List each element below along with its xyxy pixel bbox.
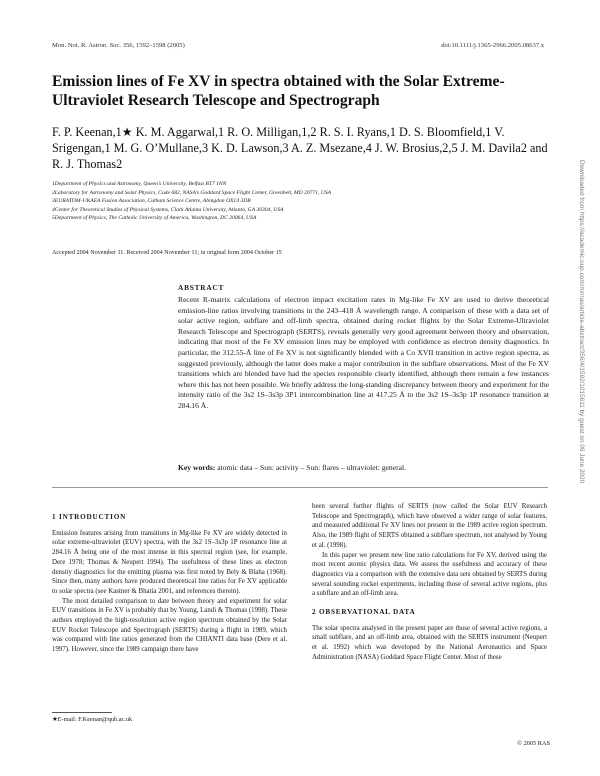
paper-title: Emission lines of Fe XV in spectra obtained with the Solar Extreme-Ultraviolet Research Telescope and Spectrograph bbox=[52, 73, 505, 109]
affiliation-4: 4Center for Theoretical Studies of Physical Systems, Clark Atlanta University, Atlanta, GA 30304, USA bbox=[52, 206, 284, 213]
intro-paragraph-4: In this paper we present new line ratio calculations for Fe XV, derived using the most recent atomic physics data. We assess the usefulness and accuracy of these diagnostics via a comparison with the extensive data sets obtained by SERTS during several sounding rocket experiments, including those of several active regions, plus a subflare and an off-limb area. bbox=[312, 551, 547, 598]
observational-paragraph-1: The solar spectra analysed in the present paper are those of several active regions, a small subflare, and an off-limb area, obtained with the SERTS instrument (Neupert et al. 1992) which was developed by the National Aeronautics and Space Administration (NASA) Goddard Space Flight Center. Most of these bbox=[312, 624, 547, 661]
abstract-body: Recent R-matrix calculations of electron impact excitation rates in Mg-like Fe XV are used to derive theoretical emission-line ratios involving transitions in the 243–418 Å wavelength range. A comparison of these with a data set of solar active region, subflare and off-limb spectra, obtained during rocket flights by the Solar Extreme-Ultraviolet Research Telescope and Spectrograph (SERTS), reveals generally very good agreement between theory and observation, indicating that most of the Fe XV emission lines may be employed with confidence as electron density diagnostics. In particular, the 312.55-Å line of Fe XV is not significantly blended with a Co XVII transition in active region spectra, as suggested previously, although the latter does make a major contribution in the subflare observations. Most of the Fe XV transitions which are blended have had the species responsible clearly identified, although there remain a few instances where this has not been possible. We briefly address the long-standing discrepancy between theory and experiment for the intensity ratio of the 3s2 1S–3s3p 3P1 intercombination line at 417.25 Å to the 3s2 1S–3s3p 1P resonance transition at 284.16 Å. bbox=[178, 295, 549, 410]
download-watermark bbox=[576, 160, 584, 700]
section-2-heading: 2 OBSERVATIONAL DATA bbox=[312, 608, 416, 617]
section-1-heading: 1 INTRODUCTION bbox=[52, 513, 127, 521]
footnote-divider bbox=[52, 712, 112, 713]
affiliation-1: 1Department of Physics and Astronomy, Queen’s University, Belfast BT7 1NN bbox=[52, 181, 227, 187]
keywords-text: atomic data – Sun: activity – Sun: flares – ultraviolet: general. bbox=[217, 463, 406, 472]
footnote-email[interactable]: ★E-mail: F.Keenan@qub.ac.uk bbox=[52, 716, 133, 723]
intro-paragraph-2: The most detailed comparison to date between theory and experiment for solar EUV transitions in Fe XV is probably that by Young, Landi & Thomas (1998). These authors employed the high-resolution active region spectrum obtained by the Solar EUV Rocket Telescope and Spectrograph (SERTS) during a flight in 1989, which was compared with line ratios generated from the CHIANTI data base (Dere et al. 1997). However, since the 1989 campaign there have bbox=[52, 597, 287, 654]
intro-paragraph-3: been several further flights of SERTS (now called the Solar EUV Research Telescope and Spectrograph), which have observed a wider range of solar features, and measured additional Fe XV lines not present in the 1989 active region spectrum. Also, the 1989 flight of SERTS obtained a subflare spectrum, not analysed by Young et al. (1998). bbox=[312, 503, 547, 549]
divider bbox=[52, 487, 548, 488]
affiliation-3: 3EURATOM-UKAEA Fusion Association, Culham Science Centre, Abingdon OX14 3DB bbox=[52, 198, 251, 205]
affiliations bbox=[52, 180, 522, 223]
intro-paragraph-1: Emission features arising from transitions in Mg-like Fe XV are widely detected in solar extreme-ultraviolet (EUV) spectra, with the 3s2 1S–3s3p 1P resonance line at 284.16 Å being one of the most intense in this spectral region (see, for example, Dere 1978; Thomas & Neupert 1994). The usefulness of these lines as electron density diagnostics for the emitting plasma was first noted by Bely & Blaha (1968). Since then, many authors have produced theoretical line ratios for Fe XV applicable to solar spectra (see Kastner & Bhatia 2001, and references therein). bbox=[52, 529, 287, 595]
accepted-dates: Accepted 2004 November 11. Received 2004 November 11; in original form 2004 October 15 bbox=[52, 250, 282, 256]
copyright: © 2005 RAS bbox=[517, 740, 550, 747]
download-watermark-text: Downloaded from https://academic.oup.com/mnras/article-abstract/356/4/1592/1015611 by guest on 06 June 2020 bbox=[578, 160, 585, 484]
affiliation-5: 5Department of Physics, The Catholic University of America, Washington, DC 20064, USA bbox=[52, 215, 257, 222]
doi-link[interactable]: doi:10.1111/j.1365-2966.2005.08637.x bbox=[441, 42, 544, 49]
author-list: F. P. Keenan,1★ K. M. Aggarwal,1 R. O. Milligan,1,2 R. S. I. Ryans,1 D. S. Bloomfield,1 V. Srigengan,1 M. G. O’Mullane,3 K. D. Lawson,3 A. Z. Msezane,4 J. W. Brosius,2,5 J. M. Davila2 and R. J. Thomas2 bbox=[52, 125, 548, 171]
abstract-heading: ABSTRACT bbox=[178, 283, 225, 292]
affiliation-2: 2Laboratory for Astronomy and Solar Physics, Code 682, NASA’s Goddard Space Flight Center, Greenbelt, MD 20771, USA bbox=[52, 189, 332, 196]
right-column bbox=[312, 502, 547, 663]
journal-citation: Mon. Not. R. Astron. Soc. 356, 1592–1598 (2005) bbox=[52, 42, 185, 49]
left-column bbox=[52, 513, 287, 655]
keywords bbox=[178, 463, 549, 473]
keywords-label: Key words: bbox=[178, 463, 216, 472]
